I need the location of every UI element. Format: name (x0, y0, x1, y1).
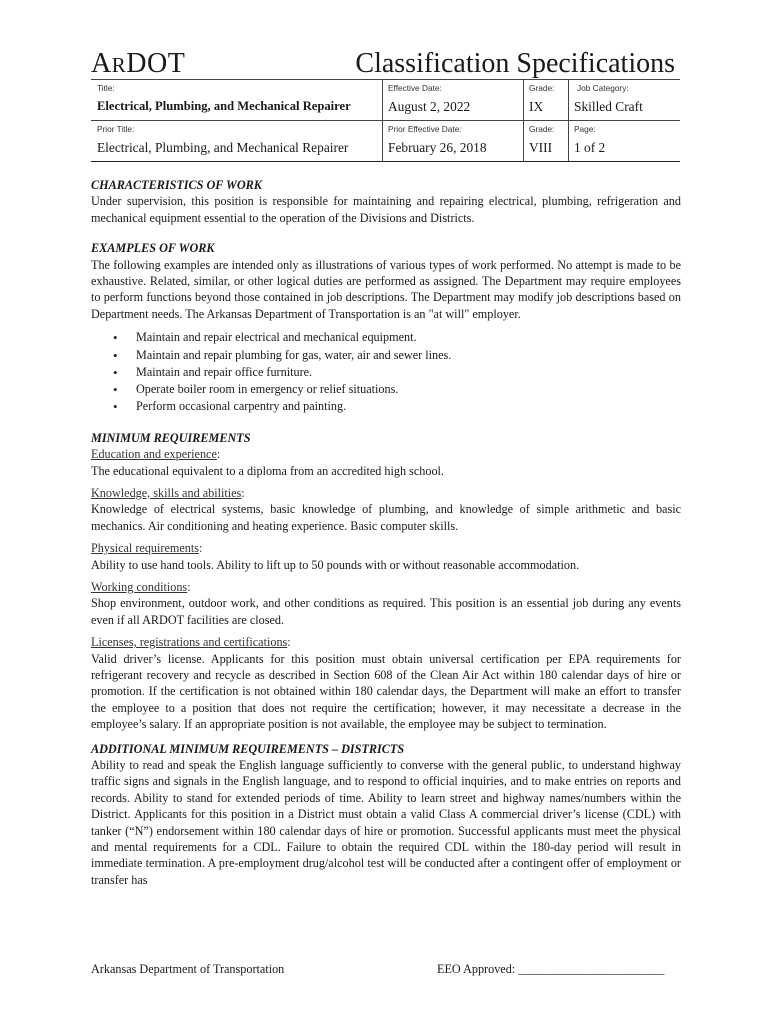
prior-classification-row (91, 121, 680, 162)
licenses-block: Licenses, registrations and certifications: Valid driver’s license. Applicants for this position must obtain universal certification per EPA requirements for refrigerant recovery and recycle as described in Section 608 of the Clean Air Act within 180 calendar days of hire or promotion. If the certification is not obtained within 180 calendar days, the Department will make an effort to transfer the employee to a position that does not require the certification; however, it may necessitate a decrease in the employee’s salary. If an appropriate position is not available, the employee may be subject to termination. (91, 635, 681, 732)
prior-title-cell (91, 121, 382, 161)
prior-grade-cell (523, 121, 569, 161)
page-label: Page: (574, 124, 596, 134)
education-label: Education and experience (91, 447, 217, 462)
document-title: Classification Specifications (355, 48, 675, 79)
footer-agency: Arkansas Department of Transportation (91, 962, 285, 976)
examples-section (91, 240, 681, 416)
examples-list (91, 329, 681, 415)
prior-title-label: Prior Title: (97, 124, 135, 134)
grade-value: IX (529, 99, 544, 114)
licenses-text: Valid driver’s license. Applicants for this position must obtain universal certification per EPA requirements for refrigerant recovery and recycle as described in Section 608 of the Clean Air Act within 180 calendar days of hire or promotion. If the certification is not obtained within 180 calendar days, the Department will make an effort to transfer the employee to a position that does not require the certification; however, it may necessitate a decrease in the employee’s salary. If an appropriate position is not available, the employee may be subject to termination. (91, 651, 681, 732)
prior-effective-date-value: February 26, 2018 (388, 140, 487, 155)
title-value: Electrical, Plumbing, and Mechanical Repairer (97, 99, 351, 113)
list-item: • Maintain and repair plumbing for gas, water, air and sewer lines. (91, 347, 681, 364)
knowledge-block: Knowledge, skills and abilities: Knowledge of electrical systems, basic knowledge of plumbing, and knowledge of simple arithmetic and basic mechanics. Air conditioning and heating experience. Basic computer skills. (91, 485, 681, 533)
examples-text: The following examples are intended only as illustrations of various types of work performed. No attempt is made to be exhaustive. Related, similar, or other logical duties are performed as assigned. The Department may require employees to perform functions beyond those contained in job descriptions. The Department may modify job descriptions based on Department needs. The Arkansas Department of Transportation is an "at will" employer. (91, 257, 681, 321)
list-item: • Operate boiler room in emergency or relief situations. (91, 381, 681, 398)
physical-block: Physical requirements: Ability to use hand tools. Ability to lift up to 50 pounds with or without reasonable accommodation. (91, 540, 681, 573)
effective-date-label: Effective Date: (388, 83, 442, 93)
list-item: • Maintain and repair office furniture. (91, 364, 681, 381)
title-cell (91, 80, 382, 120)
prior-grade-label: Grade: (529, 124, 555, 134)
page-number: 1 of 2 (574, 140, 606, 155)
working-conditions-text: Shop environment, outdoor work, and other conditions as required. This position is an essential job during any events even if all ARDOT facilities are closed. (91, 596, 681, 627)
classification-info-table (91, 79, 680, 162)
ardot-logo: ARDOT (91, 48, 186, 79)
list-item: • Perform occasional carpentry and painting. (91, 398, 681, 415)
characteristics-section (91, 177, 681, 226)
prior-grade-value: VIII (529, 140, 553, 155)
licenses-label: Licenses, registrations and certifications (91, 635, 288, 650)
knowledge-label: Knowledge, skills and abilities (91, 485, 242, 500)
education-text: The educational equivalent to a diploma from an accredited high school. (91, 463, 444, 478)
physical-text: Ability to use hand tools. Ability to lift up to 50 pounds with or without reasonable accommodation. (91, 557, 580, 572)
working-conditions-block: Working conditions: Shop environment, outdoor work, and other conditions as required. This position is an essential job during any events even if all ARDOT facilities are closed. (91, 579, 681, 627)
characteristics-text: Under supervision, this position is responsible for maintaining and repairing electrical, plumbing, refrigeration and mechanical equipment essential to the operation of the Divisions and Districts. (91, 194, 681, 225)
physical-label: Physical requirements (91, 541, 199, 556)
prior-title-value: Electrical, Plumbing, and Mechanical Repairer (97, 140, 349, 155)
eeo-approval-line: EEO Approved: ________________________ (437, 962, 665, 976)
additional-requirements-text: Ability to read and speak the English language sufficiently to converse with the general public, to understand highway traffic signs and signals in the English language, and to respond to official inquiries, and to make entries on reports and records. Ability to stand for extended periods of time. Ability to learn street and highway names/numbers within the District. Applicants for this position in a District must obtain a valid Class A commercial driver’s license (CDL) with tanker (“N”) endorsement within 180 calendar days of hire or promotion. Successful applicants must meet the physical and mental requirements for a CDL. Failure to obtain the required CDL within the 180-day period will result in immediate termination. A pre-employment drug/alcohol test will be conducted after a contingent offer of employment or transfer has (91, 758, 681, 887)
job-category-label: Job Category: (577, 83, 629, 93)
grade-cell (523, 80, 569, 120)
characteristics-heading: CHARACTERISTICS OF WORK (91, 178, 262, 192)
additional-requirements-section (91, 741, 681, 889)
current-classification-row (91, 80, 680, 121)
job-category-cell (568, 80, 681, 120)
prior-effective-date-cell (382, 121, 524, 161)
minimum-requirements-heading: MINIMUM REQUIREMENTS (91, 430, 251, 445)
document-body (91, 177, 681, 902)
document-header (91, 48, 681, 80)
additional-requirements-heading: ADDITIONAL MINIMUM REQUIREMENTS – DISTRICTS (91, 741, 405, 756)
list-item: • Maintain and repair electrical and mechanical equipment. (91, 329, 681, 346)
prior-effective-date-label: Prior Effective Date: (388, 124, 462, 134)
effective-date-cell (382, 80, 524, 120)
examples-heading: EXAMPLES OF WORK (91, 241, 215, 256)
knowledge-text: Knowledge of electrical systems, basic knowledge of plumbing, and knowledge of simple arithmetic and basic mechanics. Air conditioning and heating experience. Basic computer skills. (91, 502, 681, 533)
working-conditions-label: Working conditions (91, 579, 188, 594)
job-category-value: Skilled Craft (574, 99, 643, 114)
page-cell (568, 121, 681, 161)
minimum-requirements-section (91, 430, 681, 733)
education-block: Education and experience: The educational equivalent to a diploma from an accredited high school. (91, 446, 681, 479)
grade-label: Grade: (529, 83, 555, 93)
effective-date-value: August 2, 2022 (388, 99, 471, 114)
title-label: Title: (97, 83, 115, 93)
